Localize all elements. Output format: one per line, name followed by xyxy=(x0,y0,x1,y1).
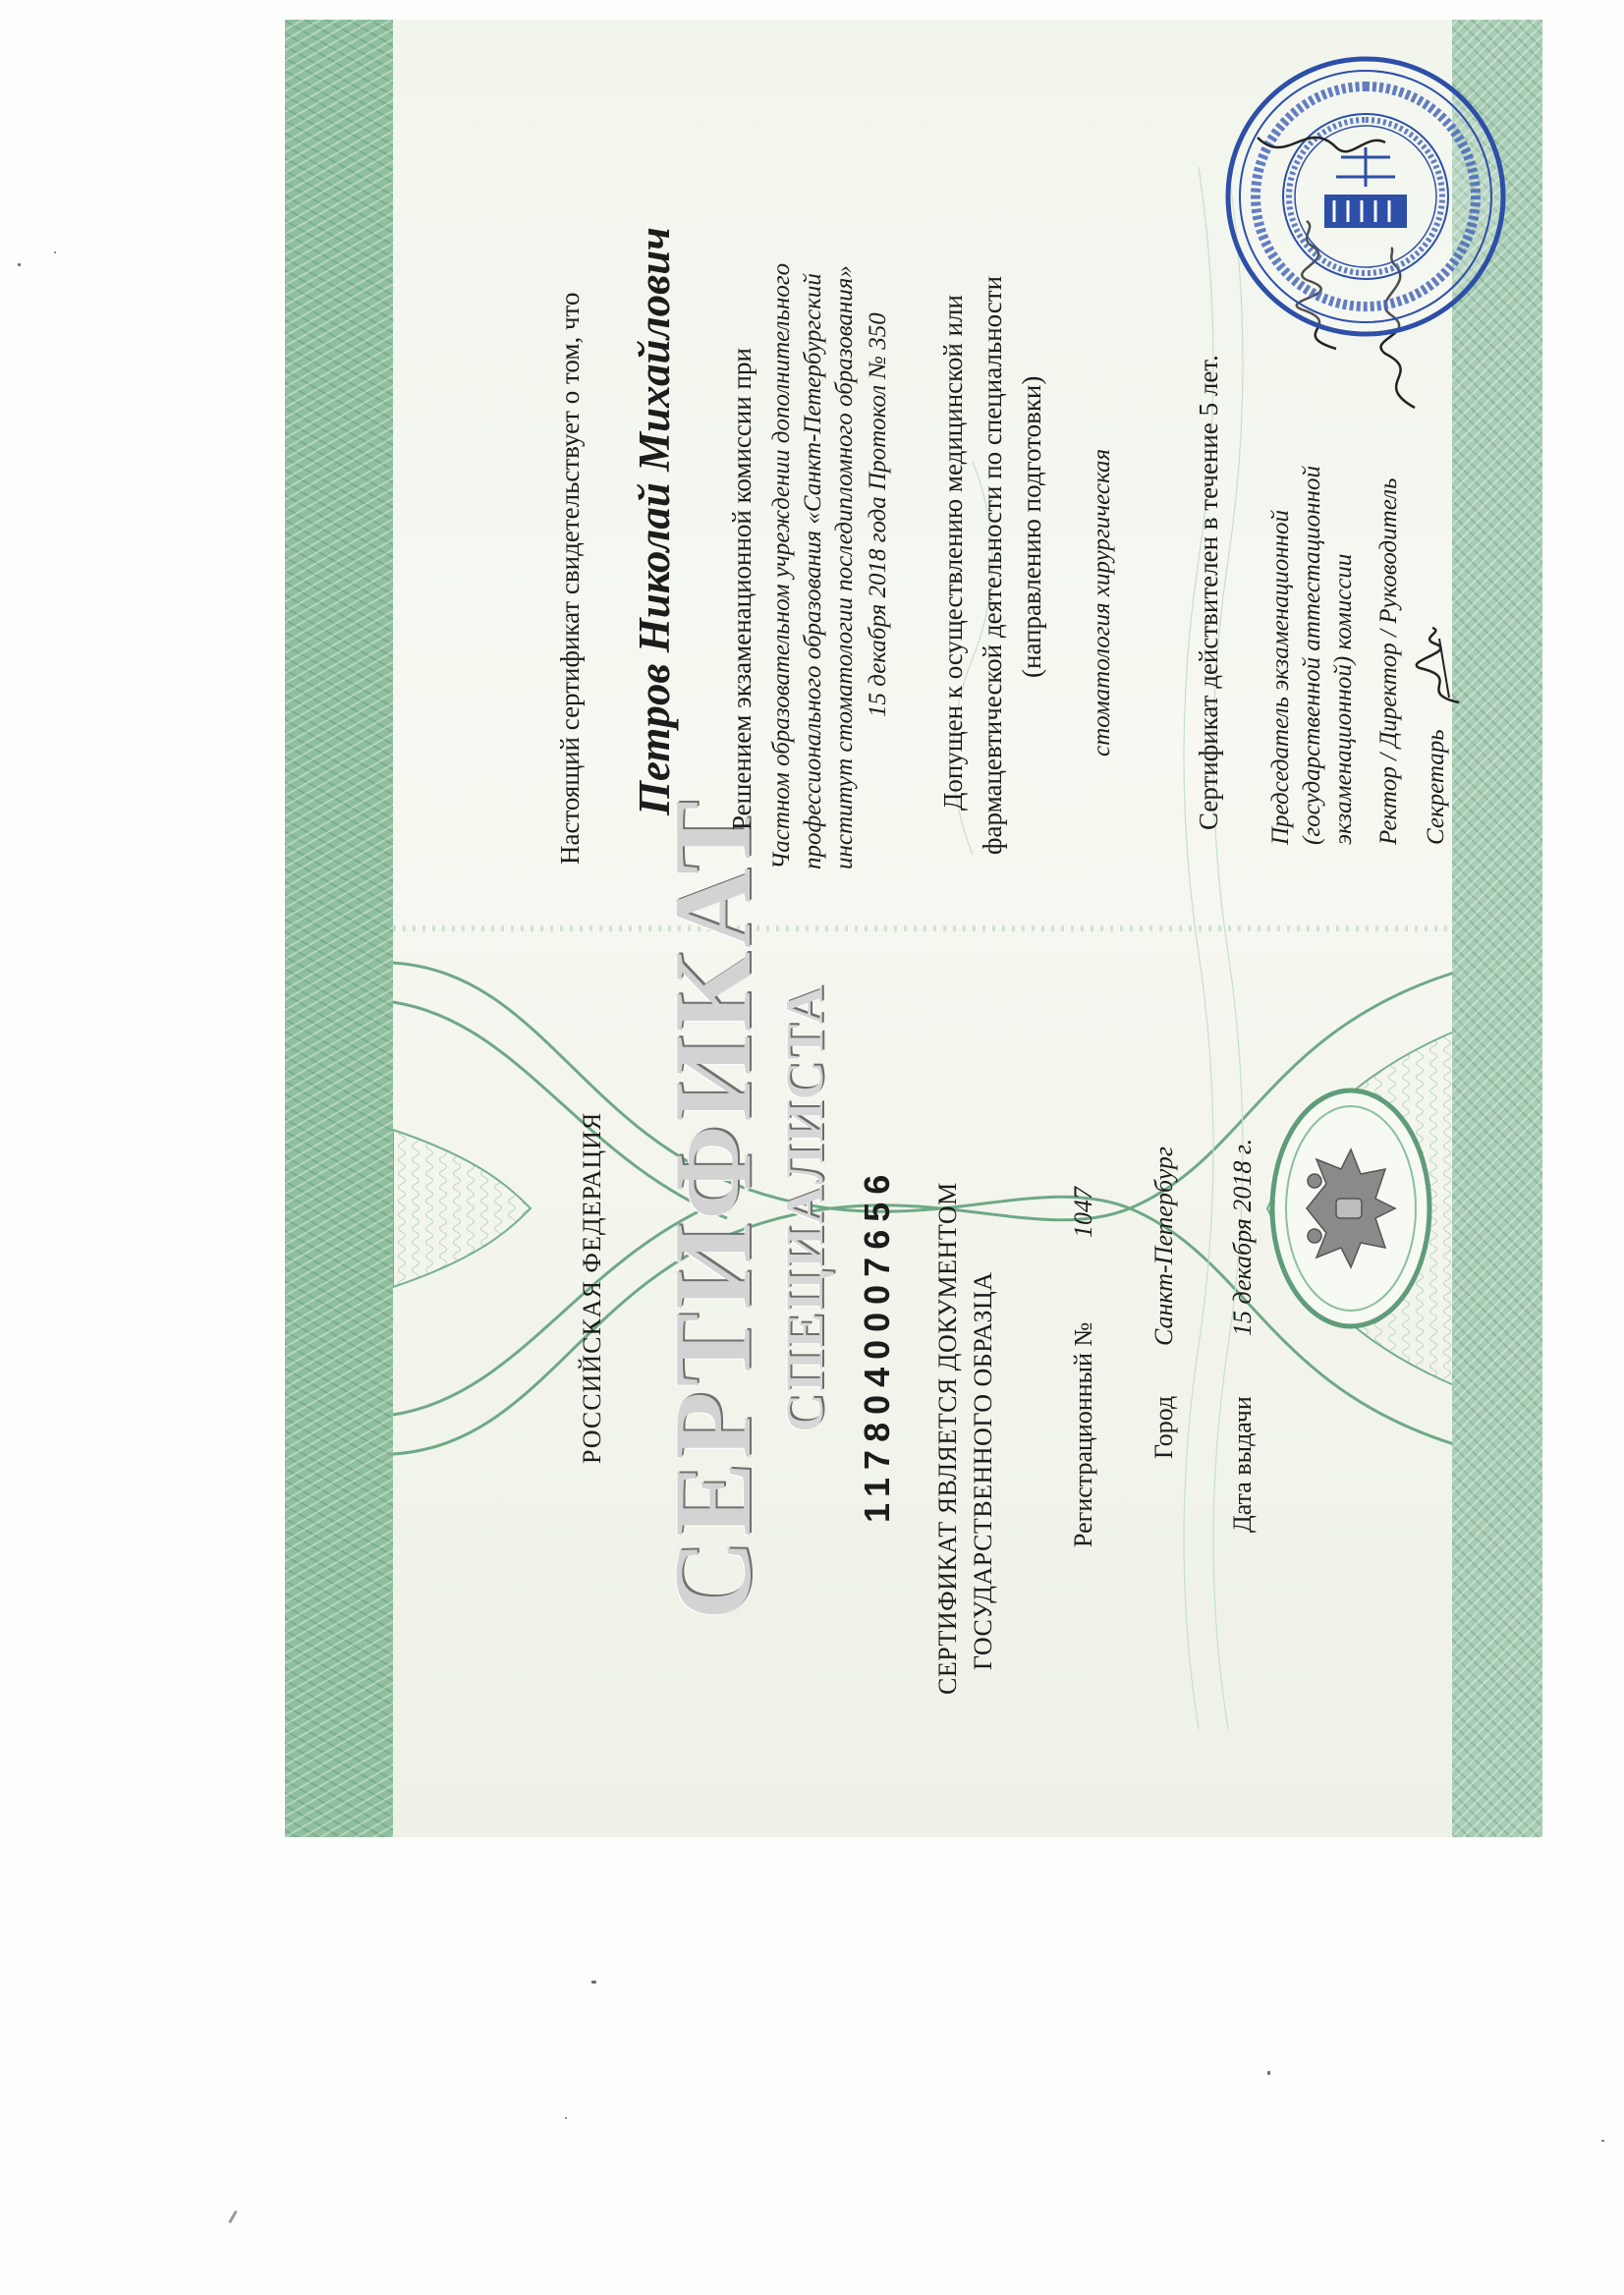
validity-text: Сертификат действителен в течение 5 лет. xyxy=(1194,355,1223,830)
institution-line: профессионального образования «Санкт-Петербургский xyxy=(800,273,826,869)
chair-title-line: экзаменационной) комиссии xyxy=(1330,553,1357,845)
institution-seal xyxy=(1218,49,1513,344)
chair-title-line: Председатель экзаменационной xyxy=(1267,509,1294,845)
issue-date-label: Дата выдачи xyxy=(1228,1396,1257,1533)
state-document-note: ГОСУДАРСТВЕННОГО ОБРАЗЦА xyxy=(969,1271,997,1670)
admission-line: Допущен к осуществлению медицинской или xyxy=(938,295,968,811)
recipient-name: Петров Николай Михайлович xyxy=(630,227,679,815)
scan-speck xyxy=(18,263,21,266)
state-document-note: СЕРТИФИКАТ ЯВЛЯЕТСЯ ДОКУМЕНТОМ xyxy=(933,1182,962,1695)
city-value: Санкт-Петербург xyxy=(1149,1146,1178,1346)
rector-title: Ректор / Директор / Руководитель xyxy=(1375,477,1402,845)
secretary-title: Секретарь xyxy=(1423,729,1449,845)
institution-line: Частном образовательном учреждении дополнительного xyxy=(768,262,795,869)
certificate-number: 1178040007656 xyxy=(857,1166,897,1523)
admission-line: (направлению подготовки) xyxy=(1017,375,1046,678)
scan-speck xyxy=(1601,2140,1604,2142)
decision-text: Решением экзаменационной комиссии при xyxy=(727,348,756,830)
scan-speck xyxy=(1267,2071,1270,2075)
scan-speck xyxy=(228,2211,238,2224)
secretary-signature xyxy=(1405,624,1474,712)
scan-speck xyxy=(591,1981,596,1984)
certificate-title: СЕРТИФИКАТ xyxy=(652,797,774,1620)
chair-title-line: (государственной аттестационной xyxy=(1299,466,1325,845)
institution-line: институт стоматологии последипломного образования» xyxy=(831,265,858,869)
issue-date-value: 15 декабря 2018 г. xyxy=(1228,1138,1257,1336)
certificate-card xyxy=(285,20,1542,1837)
country-label: РОССИЙСКАЯ ФЕДЕРАЦИЯ xyxy=(578,1111,606,1464)
registration-label: Регистрационный № xyxy=(1069,1321,1097,1547)
intro-text: Настоящий сертификат свидетельствует о том, что xyxy=(555,292,585,865)
scan-speck xyxy=(565,2117,567,2119)
scan-speck xyxy=(54,252,56,253)
registration-number: 1047 xyxy=(1069,1187,1097,1238)
top-security-band xyxy=(285,20,393,1837)
city-label: Город xyxy=(1149,1395,1178,1459)
certificate-subtitle: СПЕЦИАЛИСТА xyxy=(775,984,834,1432)
specialty-value: стоматология хирургическая xyxy=(1089,448,1115,756)
admission-line: фармацевтической деятельности по специальности xyxy=(978,275,1007,855)
protocol-line: 15 декабря 2018 года Протокол № 350 xyxy=(865,312,891,717)
